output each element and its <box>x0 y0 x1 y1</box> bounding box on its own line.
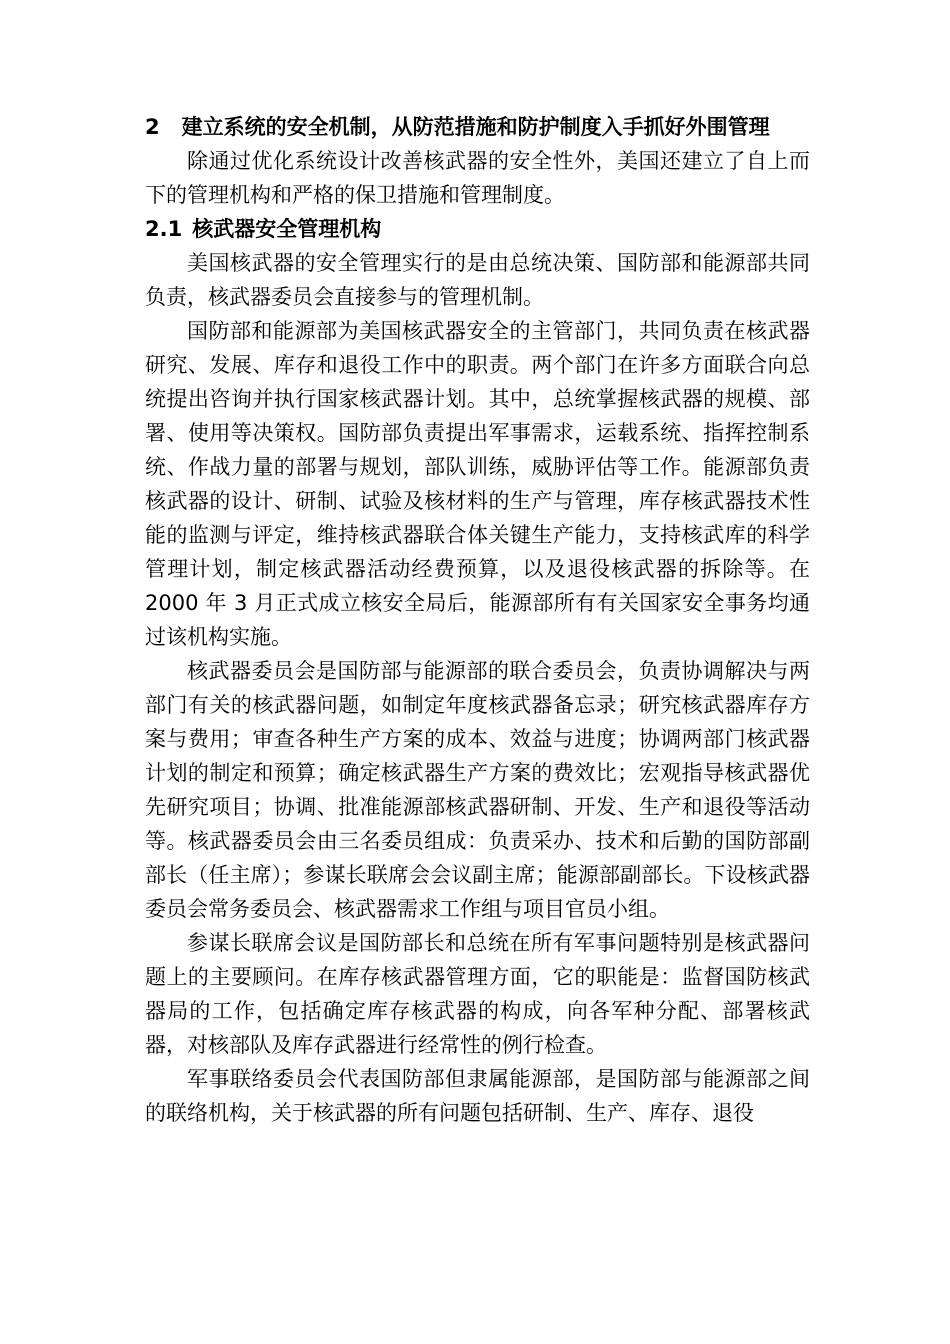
body-paragraph: 参谋长联席会议是国防部长和总统在所有军事问题特别是核武器问题上的主要顾问。在库存核武器管理方面，它的职能是：监督国防核武器局的工作，包括确定库存核武器的构成，向各军种分配、部署核武器，对核部队及库存武器进行经常性的例行检查。 <box>145 931 810 1057</box>
body-paragraph: 军事联络委员会代表国防部但隶属能源部，是国防部与能源部之间的联络机构，关于核武器的所有问题包括研制、生产、库存、退役 <box>145 1067 810 1125</box>
intro-paragraph: 除通过优化系统设计改善核武器的安全性外，美国还建立了自上而下的管理机构和严格的保卫措施和管理制度。 <box>145 149 810 207</box>
subsection-number: 2.1 <box>145 217 183 241</box>
section-heading <box>145 110 810 144</box>
section-title: 建立系统的安全机制，从防范措施和防护制度入手抓好外围管理 <box>181 115 770 139</box>
body-paragraph: 美国核武器的安全管理实行的是由总统决策、国防部和能源部共同负责，核武器委员会直接参与的管理机制。 <box>145 251 810 309</box>
subsection-title: 核武器安全管理机构 <box>192 217 382 241</box>
body-paragraph: 核武器委员会是国防部与能源部的联合委员会，负责协调解决与两部门有关的核武器问题，如制定年度核武器备忘录；研究核武器库存方案与费用；审查各种生产方案的成本、效益与进度；协调两部门核武器计划的制定和预算；确定核武器生产方案的费效比；宏观指导核武器优先研究项目；协调、批准能源部核武器研制、开发、生产和退役等活动等。核武器委员会由三名委员组成：负责采办、技术和后勤的国防部副部长（任主席）；参谋长联席会会议副主席；能源部副部长。下设核武器委员会常务委员会、核武器需求工作组与项目官员小组。 <box>145 659 810 921</box>
document-page <box>145 110 810 1130</box>
subsection-heading <box>145 212 810 246</box>
section-number: 2 <box>145 115 160 139</box>
body-paragraph: 国防部和能源部为美国核武器安全的主管部门，共同负责在核武器研究、发展、库存和退役工作中的职责。两个部门在许多方面联合向总统提出咨询并执行国家核武器计划。其中，总统掌握核武器的规模、部署、使用等决策权。国防部负责提出军事需求，运载系统、指挥控制系统、作战力量的部署与规划，部队训练，威胁评估等工作。能源部负责核武器的设计、研制、试验及核材料的生产与管理，库存核武器技术性能的监测与评定，维持核武器联合体关键生产能力，支持核武库的科学管理计划，制定核武器活动经费预算，以及退役核武器的拆除等。在 2000 年 3 月正式成立核安全局后，能源部所有有关国家安全事务均通过该机构实施。 <box>145 319 810 649</box>
